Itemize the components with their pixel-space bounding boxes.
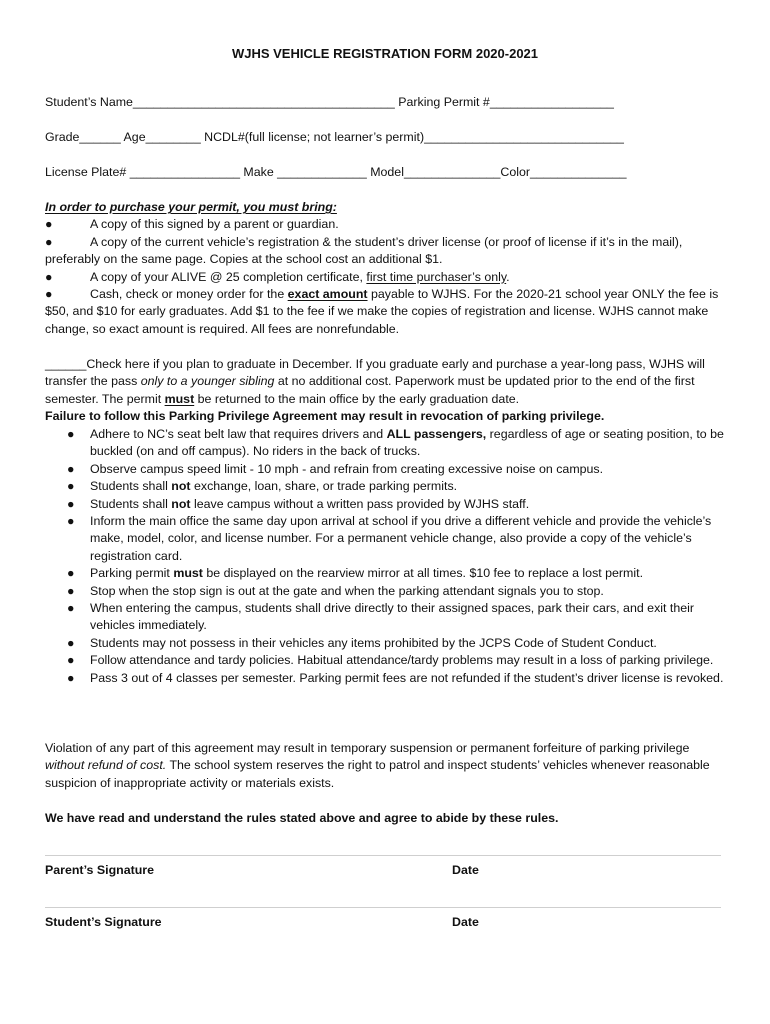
bullet-icon: ● [67, 653, 75, 668]
requirement-payment-text: Cash, check or money order for the [90, 287, 288, 302]
student-date-label: Date [452, 915, 479, 929]
bullet-icon: ● [67, 514, 75, 529]
rule-text: leave campus without a written pass provided by WJHS staff. [190, 496, 530, 511]
rule-text: Observe campus speed limit - 10 mph - and refrain from creating excessive noise on campus. [90, 461, 604, 476]
grade-age-ncdl-line[interactable]: Grade______ Age________ NCDL#(full license; not learner’s permit)_____________________________ [45, 130, 624, 144]
form-title: WJHS VEHICLE REGISTRATION FORM 2020-2021 [231, 46, 539, 61]
violation-text-2: The school system reserves the right to patrol and inspect students’ vehicles whenever reasonable suspicion of inappropriate activity or materials exists. [45, 758, 710, 790]
rule-text: Inform the main office the same day upon arrival at school if you drive a different vehicle and provide the vehicle’s make, model, color, and license number. For a permanent vehicle change, also provide a copy of the vehicle’s registration card. [90, 514, 712, 563]
rule-emphasis: ALL passengers, [386, 427, 487, 441]
period-text: . [506, 269, 510, 284]
bullet-icon: ● [67, 601, 75, 616]
bullet-icon: ● [67, 583, 75, 598]
student-name-permit-line[interactable]: Student’s Name______________________________________ Parking Permit #__________________ [45, 95, 614, 109]
student-signature-line[interactable] [45, 907, 721, 908]
violation-text-1: Violation of any part of this agreement may result in temporary suspension or permanent forfeiture of parking privilege [45, 741, 690, 755]
must-emphasis: must [164, 391, 195, 406]
requirement-item [45, 216, 725, 233]
requirements-section [45, 199, 725, 338]
rule-text: regardless of age or seating position, to be buckled (on and off campus). No riders in the back of trucks. [90, 427, 724, 459]
rule-text: Students shall [90, 496, 172, 511]
requirement-item [45, 286, 725, 338]
exact-amount-emphasis: exact amount [287, 287, 368, 302]
rule-text: Stop when the stop sign is out at the gate and when the parking attendant signals you to stop. [90, 583, 604, 598]
parking-rules-list [45, 426, 725, 687]
rule-item [45, 600, 725, 635]
graduation-text-2: at no additional cost. Paperwork must be updated prior to the end of the first semester. The permit [45, 374, 695, 406]
rule-text: Students shall [90, 479, 172, 494]
bullet-icon: ● [67, 496, 75, 511]
rule-text: Parking permit [90, 566, 174, 581]
requirement-item [45, 234, 725, 269]
requirement-alive-underlined: first time purchaser’s only [366, 269, 507, 284]
rule-text: Students may not possess in their vehicles any items prohibited by the JCPS Code of Student Conduct. [90, 635, 657, 650]
requirements-heading: In order to purchase your permit, you must bring: [45, 200, 337, 214]
bullet-icon: ● [45, 234, 53, 249]
requirement-signed-copy: A copy of this signed by a parent or guardian. [90, 217, 339, 232]
graduation-text-1: ______Check here if you plan to graduate in December. If you graduate early and purchase a year-long pass, WJHS will transfer the pass [45, 357, 705, 389]
bullet-icon: ● [45, 287, 53, 302]
rule-item [45, 496, 725, 513]
student-signature-label: Student’s Signature [45, 915, 162, 929]
rule-text: Adhere to NC’s seat belt law that requires drivers and [90, 427, 387, 441]
bullet-icon: ● [67, 479, 75, 494]
rule-item [45, 461, 725, 478]
revocation-warning: Failure to follow this Parking Privilege Agreement may result in revocation of parking privilege. [45, 409, 605, 424]
requirement-item [45, 269, 725, 286]
rule-text: be displayed on the rearview mirror at all times. $10 fee to replace a lost permit. [202, 566, 644, 581]
bullet-icon: ● [67, 635, 75, 650]
requirement-alive-text: A copy of your ALIVE @ 25 completion certificate, [90, 269, 367, 284]
rule-text: When entering the campus, students shall drive directly to their assigned spaces, park their cars, and exit their vehicles immediately. [90, 601, 695, 633]
bullet-icon: ● [67, 427, 75, 441]
rule-item [45, 635, 725, 652]
rule-item [45, 670, 725, 687]
rule-emphasis: not [171, 496, 191, 511]
sibling-emphasis: only to a younger sibling [140, 374, 275, 389]
plate-make-model-color-line[interactable]: License Plate# ________________ Make _____________ Model______________Color______________ [45, 165, 627, 179]
agreement-statement: We have read and understand the rules stated above and agree to abide by these rules. [45, 811, 559, 825]
december-graduation-checkbox-text[interactable] [45, 356, 725, 408]
requirement-registration-license: A copy of the current vehicle’s registration & the student’s driver license (or proof of license if it’s in the mail), preferably on the same page. Copies at the school cost an additional $1. [45, 234, 683, 267]
rule-item [45, 513, 725, 565]
rule-emphasis: must [173, 566, 203, 581]
rule-text: Follow attendance and tardy policies. Habitual attendance/tardy problems may result in a loss of parking privilege. [90, 653, 714, 668]
bullet-icon: ● [67, 670, 75, 685]
bullet-icon: ● [45, 269, 53, 284]
requirement-payment-details: payable to WJHS. For the 2020-21 school year ONLY the fee is $50, and $10 for early graduates. Add $1 to the fee if we make the copies of registration and license. WJHS cannot make change, so exact amount is required. All fees are nonrefundable. [45, 287, 719, 336]
graduation-section [45, 356, 725, 426]
parent-signature-line[interactable] [45, 855, 721, 856]
rule-text: exchange, loan, share, or trade parking permits. [190, 479, 458, 494]
rule-item [45, 565, 725, 582]
bullet-icon: ● [45, 217, 53, 232]
parent-signature-label: Parent’s Signature [45, 863, 155, 877]
rule-item [45, 583, 725, 600]
rule-text: Pass 3 out of 4 classes per semester. Parking permit fees are not refunded if the student’s driver license is revoked. [90, 670, 724, 685]
rule-item [45, 652, 725, 669]
violation-emphasis: without refund of cost. [45, 758, 167, 773]
rule-emphasis: not [171, 479, 191, 494]
bullet-icon: ● [67, 566, 75, 581]
graduation-text-3: be returned to the main office by the early graduation date. [194, 391, 520, 406]
rule-item [45, 478, 725, 495]
rule-item [45, 426, 725, 461]
parent-date-label: Date [452, 863, 479, 877]
violation-paragraph [45, 740, 725, 792]
bullet-icon: ● [67, 461, 75, 476]
